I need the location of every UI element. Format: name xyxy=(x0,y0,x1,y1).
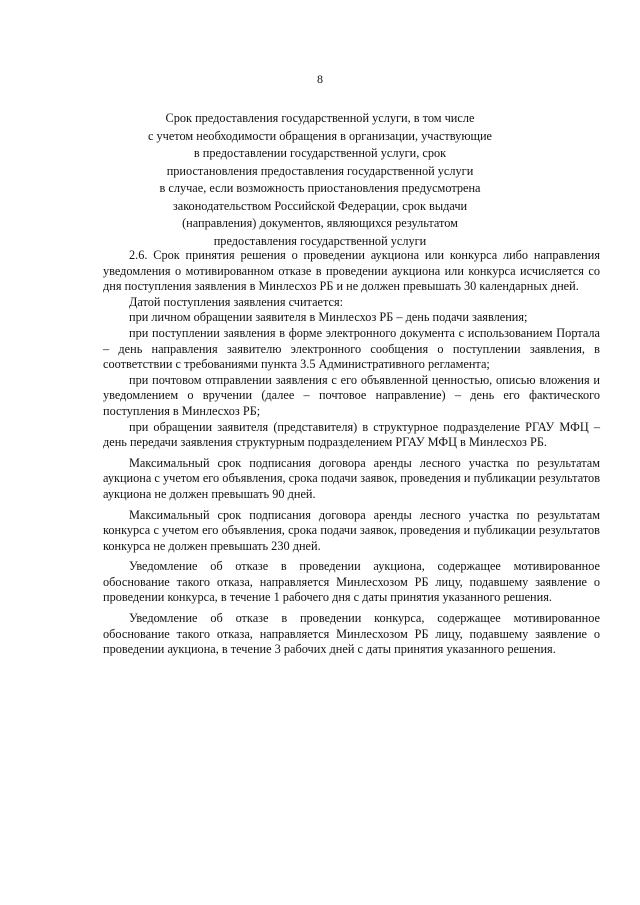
paragraph: при личном обращении заявителя в Минлесхоз РБ – день подачи заявления; xyxy=(129,310,528,325)
paragraph: Уведомление об отказе в проведении аукциона, содержащее мотивированное обоснование такого отказа, направляется Минлесхозом РБ лицу, подавшему заявление о проведении конкурса, в течение 1 рабочего дня с даты принятия указанного решения. xyxy=(103,559,600,605)
paragraph: при поступлении заявления в форме электронного документа с использованием Портала – день направления заявителю электронного сообщения о поступлении заявления, в соответствии с требованиями пункта 3.5 Административного регламента; xyxy=(103,325,600,372)
heading-line: в предоставлении государственной услуги, срок xyxy=(193,146,447,160)
heading-line: законодательством Российской Федерации, срок выдачи xyxy=(172,198,468,213)
paragraph: Датой поступления заявления считается: xyxy=(129,294,344,309)
heading-line: с учетом необходимости обращения в организации, участвующие xyxy=(147,128,493,143)
section-heading xyxy=(120,110,520,250)
paragraph: при обращении заявителя (представителя) в структурное подразделение РГАУ МФЦ – день передачи заявления структурным подразделением РГАУ МФЦ в Минлесхоз РБ. xyxy=(103,419,600,450)
paragraph: при почтовом отправлении заявления с его объявленной ценностью, описью вложения и уведомлением о вручении (далее – почтовое направление) – день его фактического поступления в Минлесхоз РБ; xyxy=(103,372,600,418)
heading-line: Срок предоставления государственной услуги, в том числе xyxy=(165,111,475,125)
heading-line: предоставления государственной услуги xyxy=(213,233,427,248)
body-text xyxy=(103,248,600,658)
heading-line: (направления) документов, являющихся результатом xyxy=(182,216,458,230)
paragraph: Максимальный срок подписания договора аренды лесного участка по результатам аукциона с учетом его объявления, срока подачи заявок, проведения и публикации результатов аукциона не должен превышать 90 дней. xyxy=(103,455,600,501)
paragraph: Уведомление об отказе в проведении конкурса, содержащее мотивированное обоснование такого отказа, направляется Минлесхозом РБ лицу, подавшему заявление о проведении аукциона, в течение 3 рабочих дней с даты принятия указанного решения. xyxy=(103,611,600,657)
page-number: 8 xyxy=(317,72,323,86)
heading-line: в случае, если возможность приостановления предусмотрена xyxy=(159,181,481,195)
paragraph: Максимальный срок подписания договора аренды лесного участка по результатам конкурса с учетом его объявления, срока подачи заявок, проведения и публикации результатов конкурса не должен превышать 230 дней. xyxy=(103,507,600,553)
paragraph-2-6: 2.6. Срок принятия решения о проведении аукциона или конкурса либо направления уведомления о мотивированном отказе в проведении аукциона или конкурса исчисляется со дня поступления заявления в Минлесхоз РБ и не должен превышать 30 календарных дней. xyxy=(103,248,600,294)
heading-line: приостановления предоставления государственной услуги xyxy=(166,163,474,178)
